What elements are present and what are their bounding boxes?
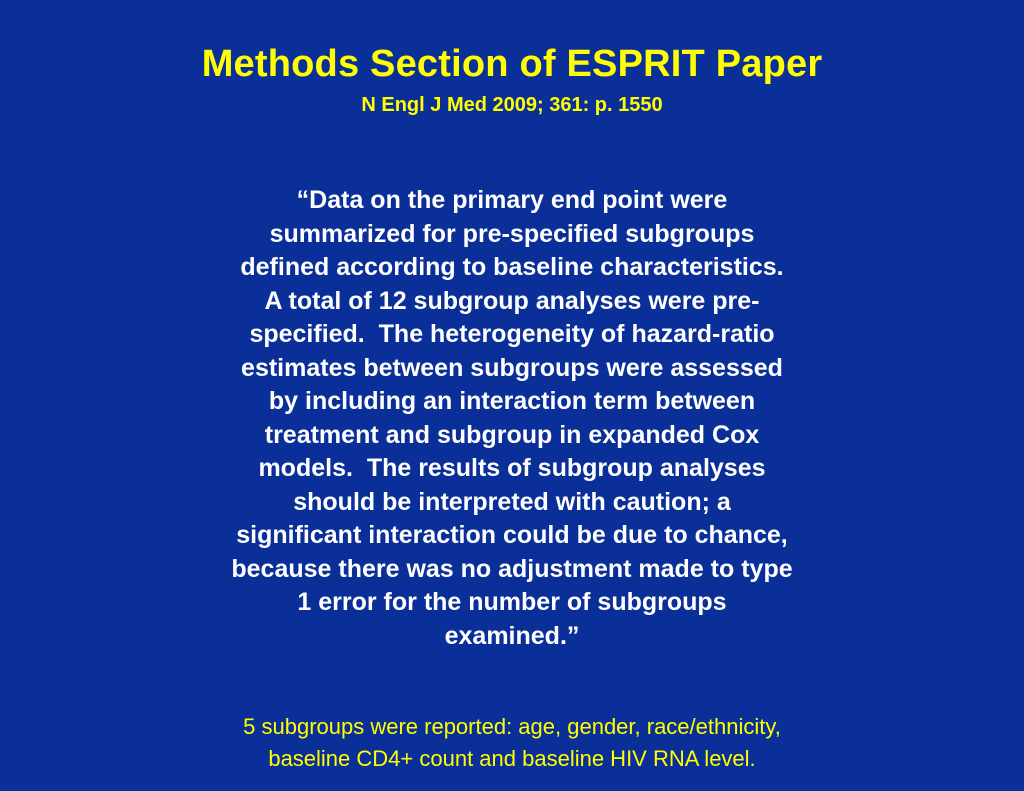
subgroups-note [112, 711, 912, 775]
quote-line: because there was no adjustment made to type [231, 554, 793, 583]
note-line: baseline CD4+ count and baseline HIV RNA level. [268, 746, 756, 771]
quote-line: significant interaction could be due to chance, [236, 521, 788, 549]
quote-line: should be interpreted with caution; a [293, 487, 731, 516]
note-line: 5 subgroups were reported: age, gender, race/ethnicity, [243, 714, 781, 739]
quote-line: A total of 12 subgroup analyses were pre- [264, 286, 760, 315]
quote-line: models. The results of subgroup analyses [258, 454, 766, 482]
quote-line: specified. The heterogeneity of hazard-ratio [249, 320, 775, 348]
quote-line: by including an interaction term between [268, 387, 756, 415]
citation: N Engl J Med 2009; 361: p. 1550 [361, 94, 663, 116]
quote-line: defined according to baseline characteristics. [240, 253, 784, 281]
quote-line: examined.” [444, 621, 580, 650]
quote-line: treatment and subgroup in expanded Cox [264, 420, 760, 449]
slide-title: Methods Section of ESPRIT Paper [201, 43, 823, 85]
quote-line: summarized for pre-specified subgroups [269, 219, 755, 248]
quote-line: estimates between subgroups were assessed [241, 353, 783, 382]
methods-quote [112, 184, 912, 653]
quote-line: “Data on the primary end point were [296, 186, 728, 214]
quote-line: 1 error for the number of subgroups [297, 588, 727, 616]
